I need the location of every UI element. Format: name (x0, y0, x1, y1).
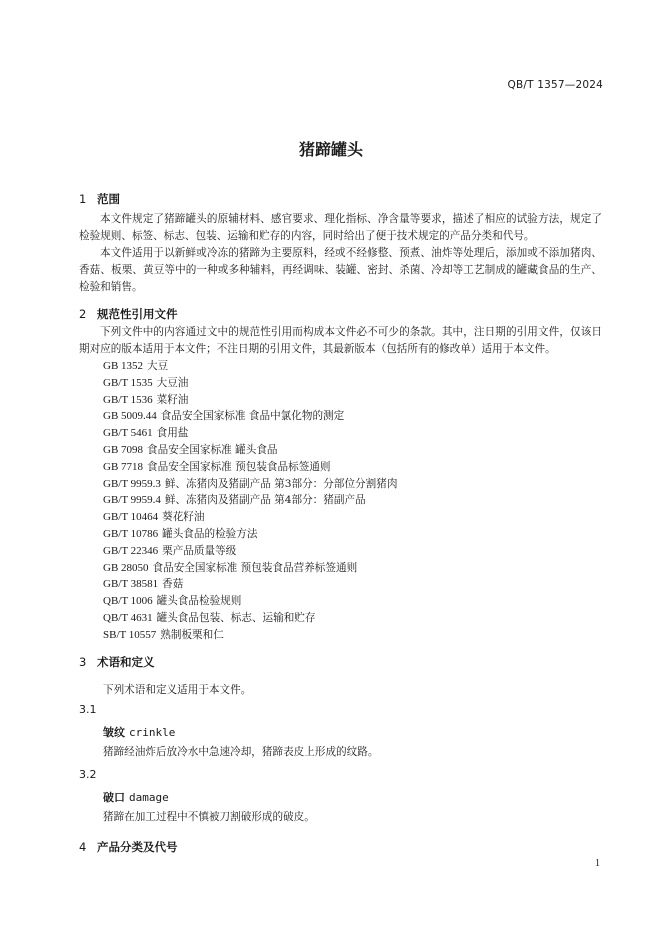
term-zh: 破口 (103, 791, 125, 804)
reference-code: QB/T 1006 (103, 595, 153, 608)
reference-list (103, 358, 397, 644)
reference-name: 大豆 (147, 360, 169, 372)
section-3-heading (79, 654, 155, 670)
term-3-1-definition: 猪蹄经油炸后放冷水中急速冷却，猪蹄表皮上形成的纹路。 (103, 746, 379, 758)
reference-code: GB/T 1536 (103, 393, 153, 406)
terms-intro: 下列术语和定义适用于本文件。 (103, 684, 252, 696)
reference-name: 食品安全国家标准 预包装食品营养标签通则 (152, 561, 358, 574)
term-zh: 皱纹 (103, 726, 125, 739)
reference-name: 食品安全国家标准 预包装食品标签通则 (147, 460, 331, 473)
reference-name: 罐头食品包装、标志、运输和贮存 (156, 611, 316, 624)
reference-code: GB 7718 (103, 460, 144, 473)
section-title: 产品分类及代号 (97, 840, 178, 854)
scope-paragraph-1: 本文件规定了猪蹄罐头的原辅材料、感官要求、理化指标、净含量等要求，描述了相应的试验方法，规定了检验规则、标签、标志、包装、运输和贮存的内容，同时给出了便于技术规定的产品分类和代号。 (79, 213, 602, 243)
reference-code: GB 1352 (103, 360, 144, 372)
term-3-2-number: 3.2 (79, 768, 97, 781)
reference-code: GB 28050 (103, 561, 149, 574)
reference-name: 罐头食品的检验方法 (162, 527, 258, 540)
reference-item (103, 509, 397, 526)
section-title: 范围 (97, 192, 120, 206)
reference-code: GB 5009.44 (103, 410, 157, 423)
reference-item (103, 560, 397, 577)
standard-code: QB/T 1357—2024 (507, 79, 603, 91)
term-3-1-number: 3.1 (79, 703, 97, 716)
term-en: crinkle (129, 726, 176, 739)
reference-name: 鲜、冻猪肉及猪副产品 第4部分：猪副产品 (164, 494, 366, 507)
section-1-heading (79, 191, 120, 207)
reference-name: 鲜、冻猪肉及猪副产品 第3部分：分部位分割猪肉 (164, 477, 398, 490)
reference-code: GB/T 9959.4 (103, 494, 161, 507)
reference-name: 栗产品质量等级 (162, 544, 237, 557)
section-number: 1 (79, 192, 87, 206)
reference-name: 菜籽油 (156, 393, 189, 406)
reference-item (103, 408, 397, 425)
reference-name: 大豆油 (156, 376, 189, 389)
reference-code: GB/T 10464 (103, 511, 159, 524)
term-en: damage (129, 791, 169, 804)
reference-item (103, 375, 397, 392)
reference-code: QB/T 4631 (103, 611, 153, 624)
term-3-2-title (103, 789, 169, 805)
reference-item (103, 610, 397, 627)
reference-item (103, 526, 397, 543)
term-3-2-definition: 猪蹄在加工过程中不慎被刀割破形成的破皮。 (103, 811, 315, 823)
reference-item (103, 593, 397, 610)
section-number: 2 (79, 307, 87, 321)
reference-name: 熟制板栗和仁 (160, 628, 224, 641)
reference-code: SB/T 10557 (103, 628, 157, 641)
reference-code: GB 7098 (103, 443, 144, 456)
reference-item (103, 627, 397, 644)
reference-item (103, 392, 397, 409)
section-title: 规范性引用文件 (97, 307, 178, 321)
reference-item (103, 358, 397, 375)
term-3-1-title (103, 724, 175, 740)
section-number: 3 (79, 655, 87, 669)
reference-name: 食品安全国家标准 食品中氯化物的测定 (160, 410, 345, 423)
reference-item (103, 459, 397, 476)
reference-item (103, 576, 397, 593)
reference-item (103, 476, 397, 493)
section-2-heading (79, 306, 178, 322)
reference-item (103, 543, 397, 560)
reference-name: 食用盐 (156, 427, 189, 440)
section-number: 4 (79, 840, 87, 854)
reference-code: GB/T 22346 (103, 544, 159, 557)
reference-name: 香菇 (162, 578, 184, 591)
document-title: 猪蹄罐头 (298, 140, 363, 159)
reference-code: GB/T 9959.3 (103, 477, 161, 490)
reference-item (103, 442, 397, 459)
reference-item (103, 492, 397, 509)
reference-code: GB/T 5461 (103, 427, 153, 440)
section-title: 术语和定义 (97, 655, 155, 669)
reference-code: GB/T 10786 (103, 527, 159, 540)
reference-name: 罐头食品检验规则 (156, 595, 242, 608)
reference-name: 葵花籽油 (162, 511, 205, 524)
reference-code: GB/T 1535 (103, 376, 153, 389)
reference-item (103, 425, 397, 442)
scope-paragraph-2: 本文件适用于以新鲜或冷冻的猪蹄为主要原料，经或不经修整、预煮、油炸等处理后，添加或不添加猪肉、香菇、板栗、黄豆等中的一种或多种辅料，再经调味、装罐、密封、杀菌、冷却等工艺制成的罐藏食品的生产、检验和销售。 (79, 247, 602, 294)
page-number: 1 (595, 858, 600, 869)
reference-name: 食品安全国家标准 罐头食品 (147, 443, 278, 456)
reference-code: GB/T 38581 (103, 578, 159, 591)
normative-intro-paragraph: 下列文件中的内容通过文中的规范性引用而构成本文件必不可少的条款。其中，注日期的引用文件，仅该日期对应的版本适用于本文件；不注日期的引用文件，其最新版本（包括所有的修改单）适用于本文件。 (79, 326, 602, 356)
section-4-heading (79, 839, 178, 855)
